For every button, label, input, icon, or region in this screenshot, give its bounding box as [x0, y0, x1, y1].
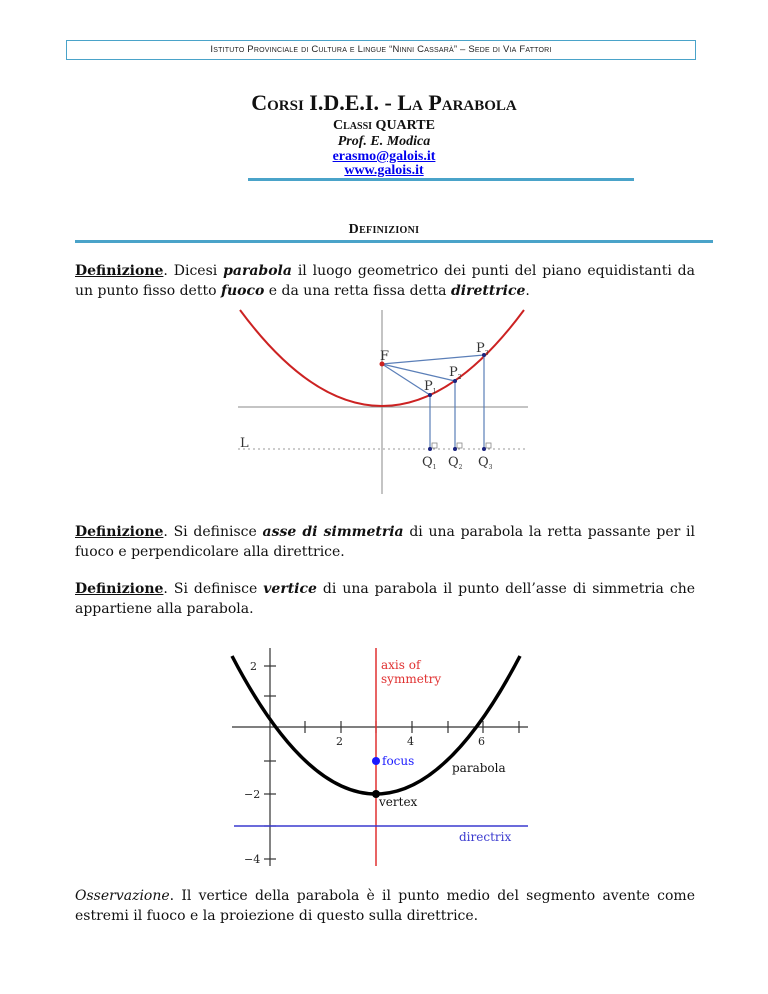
- x-tick-label-2: 2: [336, 735, 343, 748]
- x-tick-label-4: 4: [407, 735, 414, 748]
- author-name: Prof. E. Modica: [337, 134, 431, 149]
- focus-label: focus: [382, 754, 415, 768]
- directrix-label: directrix: [459, 830, 512, 844]
- definition-vertex: Definizione. Si definisce vertice di una parabola il punto dell’asse di simmetria che appartiene alla parabola.: [75, 581, 695, 617]
- point-q2: [453, 447, 457, 451]
- label-p1: $P_1$: [424, 379, 437, 395]
- axis-label-line1: axis of: [381, 658, 421, 672]
- parabola-label: parabola: [452, 761, 506, 775]
- title-divider: [248, 178, 634, 181]
- definition-parabola: Definizione. Dicesi parabola il luogo geometrico dei punti del piano equidistanti da un punto fisso detto fuoco e da una retta fissa detta direttrice.: [75, 263, 695, 299]
- label-directrix: L: [240, 436, 249, 451]
- class-label: Classi QUARTE: [333, 118, 435, 133]
- section-title: Definizioni: [348, 222, 420, 237]
- y-tick-label-neg4: −4: [244, 853, 261, 866]
- document-header: [66, 40, 696, 60]
- website-link[interactable]: www.galois.it: [344, 163, 424, 178]
- y-tick-label-2: 2: [250, 660, 257, 673]
- label-focus: F: [380, 349, 390, 364]
- point-q1: [428, 447, 432, 451]
- x-tick-label-6: 6: [478, 735, 485, 748]
- label-p2: $P_2$: [449, 365, 462, 381]
- definition-axis: Definizione. Si definisce asse di simmetria di una parabola la retta passante per il fuoco e perpendicolare alla direttrice.: [75, 524, 695, 560]
- page-title: Corsi I.D.E.I. - La Parabola: [251, 90, 517, 115]
- label-q3: $Q_3$: [478, 455, 493, 471]
- header-text: Istituto Provinciale di Cultura e Lingue “Ninni Cassarà” – Sede di Via Fattori: [210, 44, 552, 55]
- observation: Osservazione. Il vertice della parabola è il punto medio del segmento avente come estremi il fuoco e la proiezione di questo sulla direttrice.: [75, 888, 695, 924]
- axis-label-line2: symmetry: [381, 672, 442, 686]
- parabola-definition-figure: [230, 302, 530, 498]
- label-p3: $P_3$: [476, 341, 489, 357]
- vertex-label: vertex: [379, 795, 418, 809]
- section-divider: [75, 240, 713, 243]
- right-angle-marks: [432, 443, 491, 448]
- parabola-vertex-figure: [222, 648, 528, 868]
- y-tick-label-neg2: −2: [244, 788, 261, 801]
- point-q3: [482, 447, 486, 451]
- label-q2: $Q_2$: [448, 455, 463, 471]
- email-link[interactable]: erasmo@galois.it: [332, 149, 436, 164]
- label-q1: $Q_1$: [422, 455, 437, 471]
- focus-point: [372, 757, 380, 765]
